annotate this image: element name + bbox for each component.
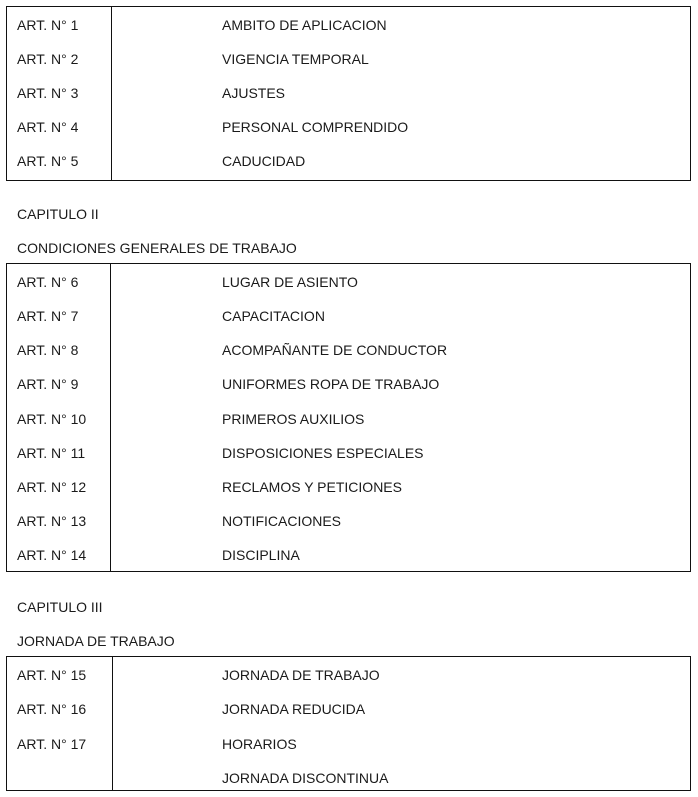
- chapter-heading: JORNADA DE TRABAJO: [17, 633, 175, 649]
- article-number: ART. N° 10: [17, 411, 87, 427]
- article-number: ART. N° 17: [17, 736, 87, 752]
- article-number: ART. N° 8: [17, 342, 79, 358]
- article-number: ART. N° 6: [17, 274, 79, 290]
- table-row: [7, 333, 690, 367]
- article-title: UNIFORMES ROPA DE TRABAJO: [222, 376, 440, 392]
- article-title: HORARIOS: [222, 736, 297, 752]
- table-row: [7, 538, 690, 572]
- article-title: PERSONAL COMPRENDIDO: [222, 119, 409, 135]
- article-title: JORNADA DISCONTINUA: [222, 770, 389, 786]
- table-row: [7, 658, 690, 692]
- table-row: [7, 42, 690, 76]
- table-row: [7, 761, 690, 795]
- article-number: ART. N° 1: [17, 17, 79, 33]
- article-number: ART. N° 12: [17, 479, 87, 495]
- article-number: ART. N° 15: [17, 667, 87, 683]
- article-number: ART. N° 4: [17, 119, 79, 135]
- table-row: [7, 470, 690, 504]
- chapter-label: CAPITULO III: [17, 599, 103, 615]
- articles-table-chapter-3: [6, 656, 691, 791]
- article-number: ART. N° 7: [17, 308, 79, 324]
- articles-table-chapter-1: [6, 6, 691, 181]
- table-row: [7, 367, 690, 401]
- table-row: [7, 504, 690, 538]
- table-row: [7, 144, 690, 178]
- articles-table-chapter-2: [6, 263, 691, 572]
- chapter-heading: CONDICIONES GENERALES DE TRABAJO: [17, 240, 297, 256]
- article-title: AJUSTES: [222, 85, 286, 101]
- article-title: DISCIPLINA: [222, 547, 300, 563]
- article-title: ACOMPAÑANTE DE CONDUCTOR: [222, 342, 448, 358]
- table-row: [7, 692, 690, 726]
- article-title: CAPACITACION: [222, 308, 325, 324]
- article-title: JORNADA DE TRABAJO: [222, 667, 380, 683]
- article-number: ART. N° 9: [17, 376, 79, 392]
- table-row: [7, 76, 690, 110]
- article-title: RECLAMOS Y PETICIONES: [222, 479, 402, 495]
- article-title: VIGENCIA TEMPORAL: [222, 51, 369, 67]
- article-number: ART. N° 11: [17, 445, 86, 461]
- article-title: PRIMEROS AUXILIOS: [222, 411, 365, 427]
- table-row: [7, 299, 690, 333]
- table-row: [7, 8, 690, 42]
- article-number: ART. N° 3: [17, 85, 79, 101]
- article-title: NOTIFICACIONES: [222, 513, 342, 529]
- chapter-label: CAPITULO II: [17, 206, 99, 222]
- article-number: ART. N° 2: [17, 51, 79, 67]
- article-number: ART. N° 13: [17, 513, 87, 529]
- article-title: CADUCIDAD: [222, 153, 306, 169]
- table-row: [7, 436, 690, 470]
- article-title: DISPOSICIONES ESPECIALES: [222, 445, 424, 461]
- table-row: [7, 727, 690, 761]
- table-row: [7, 110, 690, 144]
- article-title: AMBITO DE APLICACION: [222, 17, 387, 33]
- table-row: [7, 402, 690, 436]
- article-number: ART. N° 16: [17, 701, 87, 717]
- article-title: JORNADA REDUCIDA: [222, 701, 366, 717]
- article-number: ART. N° 14: [17, 547, 87, 563]
- table-row: [7, 265, 690, 299]
- article-number: ART. N° 5: [17, 153, 79, 169]
- article-title: LUGAR DE ASIENTO: [222, 274, 358, 290]
